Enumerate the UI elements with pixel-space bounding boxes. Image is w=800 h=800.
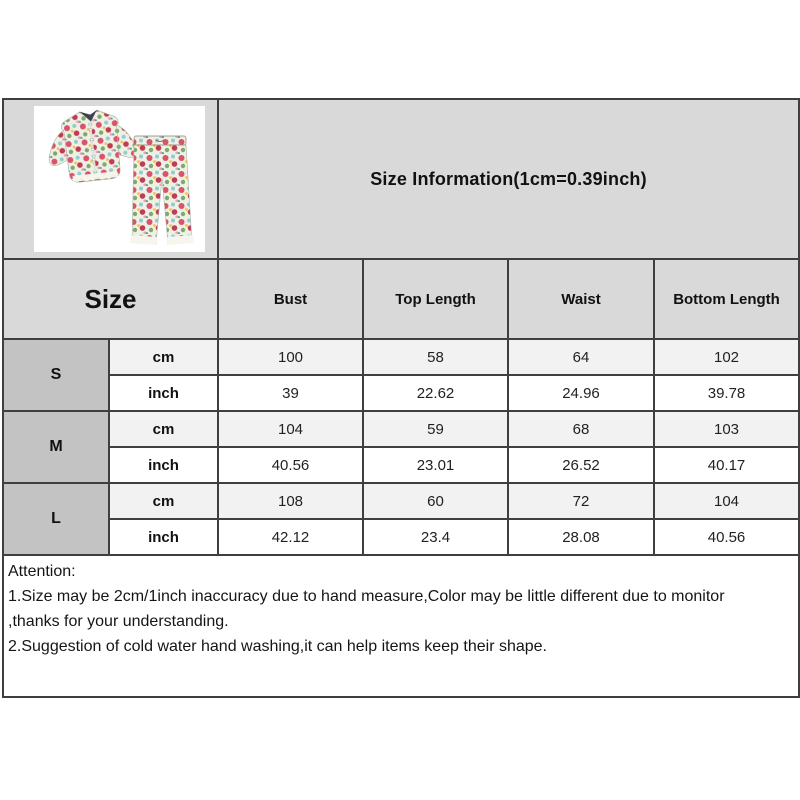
table-row-m-inch bbox=[3, 447, 799, 483]
banner-row bbox=[3, 99, 799, 259]
unit-label: cm bbox=[109, 483, 218, 519]
unit-label: cm bbox=[109, 411, 218, 447]
column-header-bust: Bust bbox=[218, 259, 363, 339]
value-cell: 103 bbox=[654, 411, 799, 447]
attention-line-3: 2.Suggestion of cold water hand washing,it can help items keep their shape. bbox=[8, 638, 547, 655]
value-cell: 39.78 bbox=[654, 375, 799, 411]
value-cell: 104 bbox=[654, 483, 799, 519]
value-cell: 26.52 bbox=[508, 447, 654, 483]
size-label-s: S bbox=[3, 339, 109, 411]
attention-row bbox=[3, 555, 799, 697]
value-cell: 59 bbox=[363, 411, 508, 447]
value-cell: 23.01 bbox=[363, 447, 508, 483]
unit-label: inch bbox=[109, 375, 218, 411]
table-row-l-inch bbox=[3, 519, 799, 555]
value-cell: 64 bbox=[508, 339, 654, 375]
table-row-l-cm bbox=[3, 483, 799, 519]
value-cell: 42.12 bbox=[218, 519, 363, 555]
size-table bbox=[2, 98, 800, 698]
attention-line-1: 1.Size may be 2cm/1inch inaccuracy due to hand measure,Color may be little different due to monitor bbox=[8, 588, 725, 605]
value-cell: 40.56 bbox=[218, 447, 363, 483]
value-cell: 60 bbox=[363, 483, 508, 519]
value-cell: 39 bbox=[218, 375, 363, 411]
table-row-s-inch bbox=[3, 375, 799, 411]
value-cell: 100 bbox=[218, 339, 363, 375]
pajama-pants-graphic bbox=[130, 136, 194, 245]
value-cell: 24.96 bbox=[508, 375, 654, 411]
floral-pajama-set-graphic bbox=[34, 106, 205, 252]
attention-heading: Attention: bbox=[8, 563, 76, 580]
table-row-s-cm bbox=[3, 339, 799, 375]
value-cell: 102 bbox=[654, 339, 799, 375]
value-cell: 40.56 bbox=[654, 519, 799, 555]
column-header-top-length: Top Length bbox=[363, 259, 508, 339]
value-cell: 108 bbox=[218, 483, 363, 519]
size-label-l: L bbox=[3, 483, 109, 555]
attention-line-2: ,thanks for your understanding. bbox=[8, 613, 229, 630]
column-header-bottom-length: Bottom Length bbox=[654, 259, 799, 339]
product-photo bbox=[34, 106, 205, 252]
size-information-title: Size Information(1cm=0.39inch) bbox=[218, 99, 799, 259]
value-cell: 58 bbox=[363, 339, 508, 375]
product-image-cell bbox=[3, 99, 218, 259]
value-cell: 72 bbox=[508, 483, 654, 519]
value-cell: 22.62 bbox=[363, 375, 508, 411]
attention-note bbox=[3, 555, 799, 697]
column-header-row bbox=[3, 259, 799, 339]
unit-label: inch bbox=[109, 447, 218, 483]
table-row-m-cm bbox=[3, 411, 799, 447]
value-cell: 104 bbox=[218, 411, 363, 447]
value-cell: 28.08 bbox=[508, 519, 654, 555]
value-cell: 23.4 bbox=[363, 519, 508, 555]
value-cell: 40.17 bbox=[654, 447, 799, 483]
value-cell: 68 bbox=[508, 411, 654, 447]
size-corner-label: Size bbox=[3, 259, 218, 339]
size-label-m: M bbox=[3, 411, 109, 483]
unit-label: inch bbox=[109, 519, 218, 555]
column-header-waist: Waist bbox=[508, 259, 654, 339]
pajama-top-graphic bbox=[44, 106, 139, 185]
unit-label: cm bbox=[109, 339, 218, 375]
